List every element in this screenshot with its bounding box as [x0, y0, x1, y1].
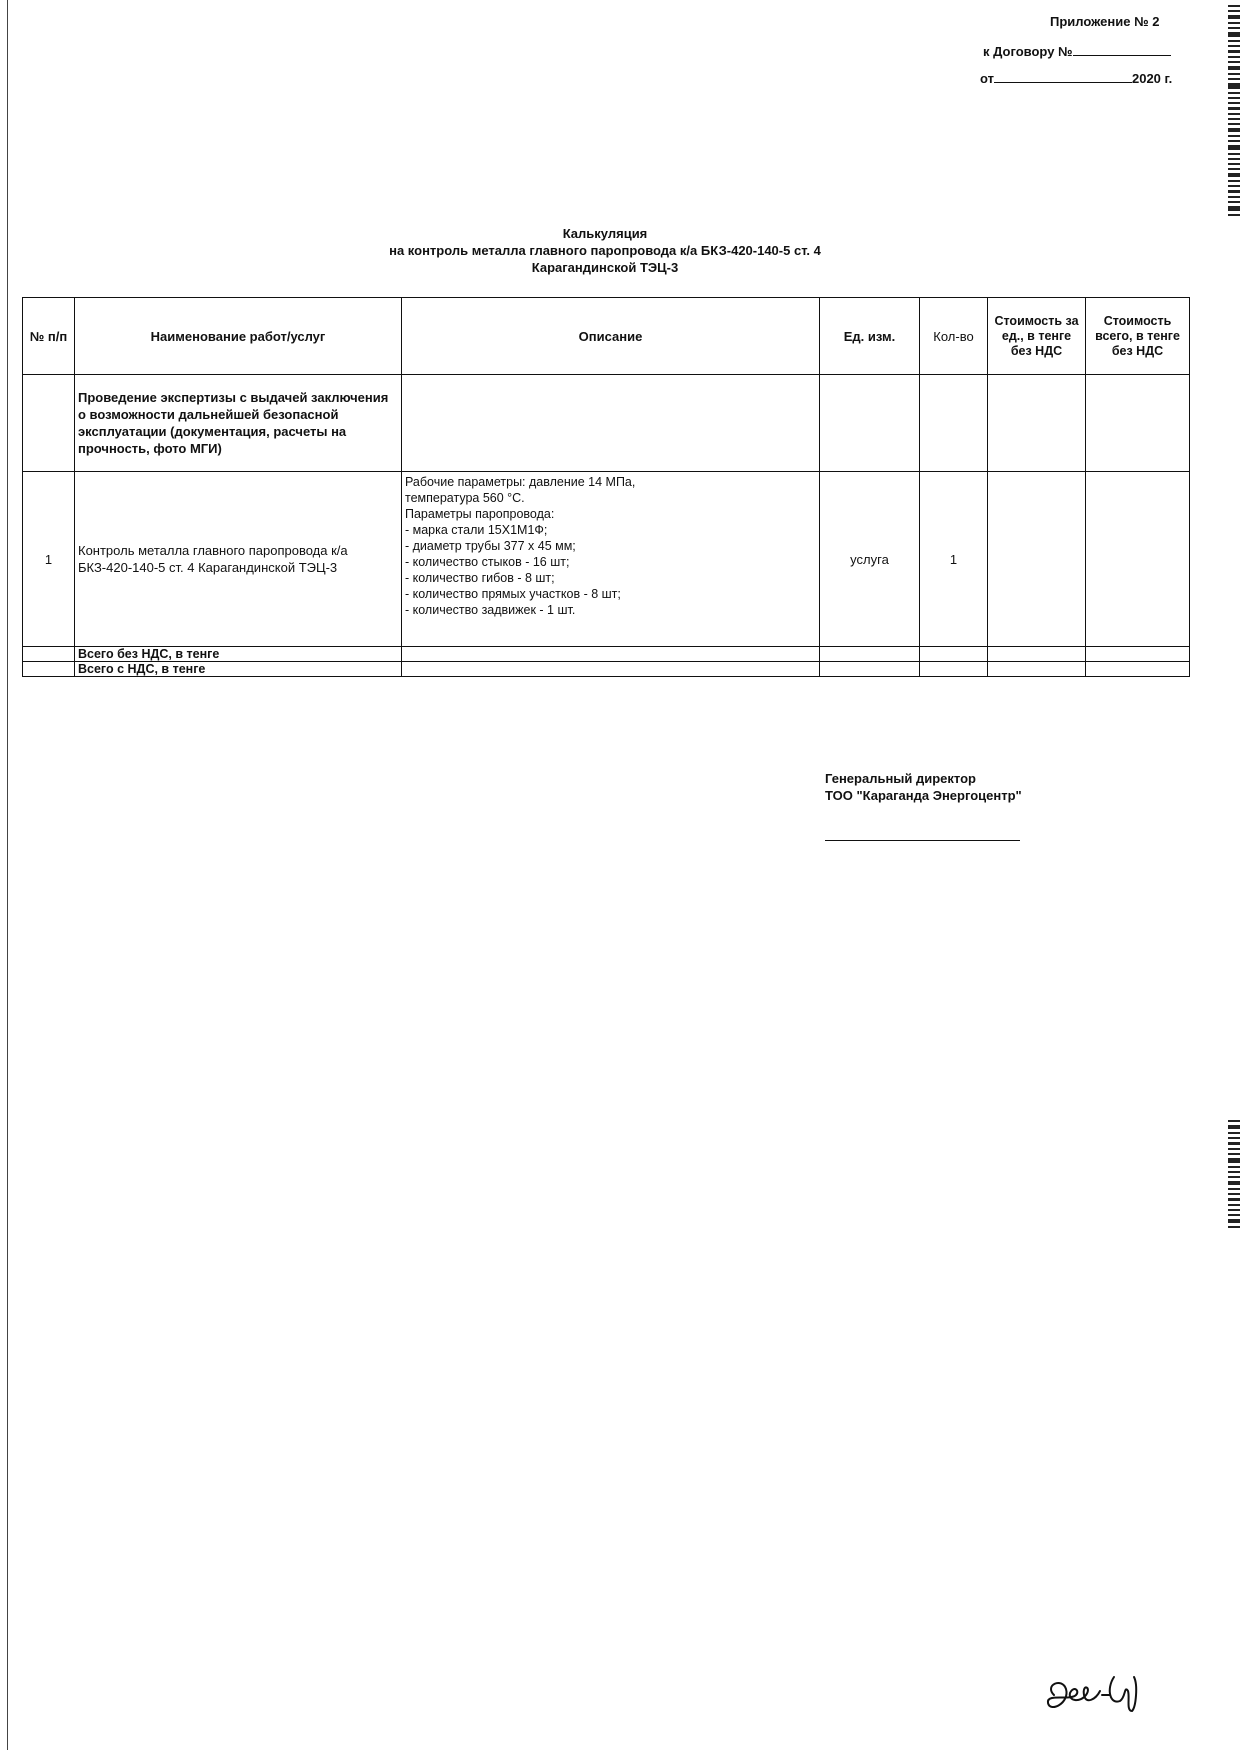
- total-without-vat-label: Всего без НДС, в тенге: [75, 647, 402, 662]
- header-unit-cost: Стоимость за ед., в тенге без НДС: [988, 298, 1086, 375]
- row-name: Контроль металла главного паропровода к/а БКЗ-420-140-5 ст. 4 Карагандинской ТЭЦ-3: [75, 472, 402, 647]
- total-with-vat-label: Всего с НДС, в тенге: [75, 662, 402, 677]
- signatory-company: ТОО "Караганда Энергоцентр": [825, 788, 1022, 803]
- signatory-position: Генеральный директор: [825, 771, 976, 786]
- contract-number-line: к Договору №: [983, 44, 1171, 59]
- contract-number-blank: [1073, 55, 1171, 56]
- row-num: 1: [23, 472, 75, 647]
- expertise-name: Проведение экспертизы с выдачей заключения о возможности дальнейшей безопасной эксплуатации (документация, расчеты на прочность, фото МГИ): [75, 375, 402, 472]
- scan-marks-top: [1228, 5, 1240, 219]
- header-qty: Кол-во: [920, 298, 988, 375]
- header-name: Наименование работ/услуг: [75, 298, 402, 375]
- scan-left-edge: [7, 0, 8, 1750]
- scan-marks-bottom: [1228, 1120, 1240, 1231]
- row-description: Рабочие параметры: давление 14 МПа, температура 560 °С. Параметры паропровода: - марка стали 15Х1М1Ф; - диаметр трубы 377 х 45 мм; - количество стыков - 16 шт; - количество гибов - 8 шт; - количество прямых участков - 8 шт; - количество задвижек - 1 шт.: [402, 472, 820, 647]
- calculation-table: [22, 297, 1190, 677]
- table-row-main: [23, 472, 1190, 647]
- title-line-1: Калькуляция: [562, 226, 648, 241]
- header-description: Описание: [402, 298, 820, 375]
- table-row-total-without-vat: [23, 647, 1190, 662]
- header-unit: Ед. изм.: [820, 298, 920, 375]
- appendix-label: Приложение № 2: [1050, 14, 1160, 29]
- document-title: [330, 225, 880, 276]
- handwritten-initials: [1040, 1655, 1160, 1735]
- contract-date-line: от 2020 г.: [980, 71, 1173, 86]
- table-row-total-with-vat: [23, 662, 1190, 677]
- table-row-expertise: [23, 375, 1190, 472]
- row-unit: услуга: [820, 472, 920, 647]
- title-line-3: Карагандинской ТЭЦ-3: [531, 260, 679, 275]
- title-line-2: на контроль металла главного паропровода к/а БКЗ-420-140-5 ст. 4: [389, 243, 821, 258]
- signatory-block: [825, 770, 1022, 804]
- contract-date-blank: [994, 82, 1132, 83]
- signature-line: [825, 840, 1020, 841]
- header-total-cost: Стоимость всего, в тенге без НДС: [1086, 298, 1190, 375]
- row-qty: 1: [920, 472, 988, 647]
- header-num: № п/п: [23, 298, 75, 375]
- table-header-row: [23, 298, 1190, 375]
